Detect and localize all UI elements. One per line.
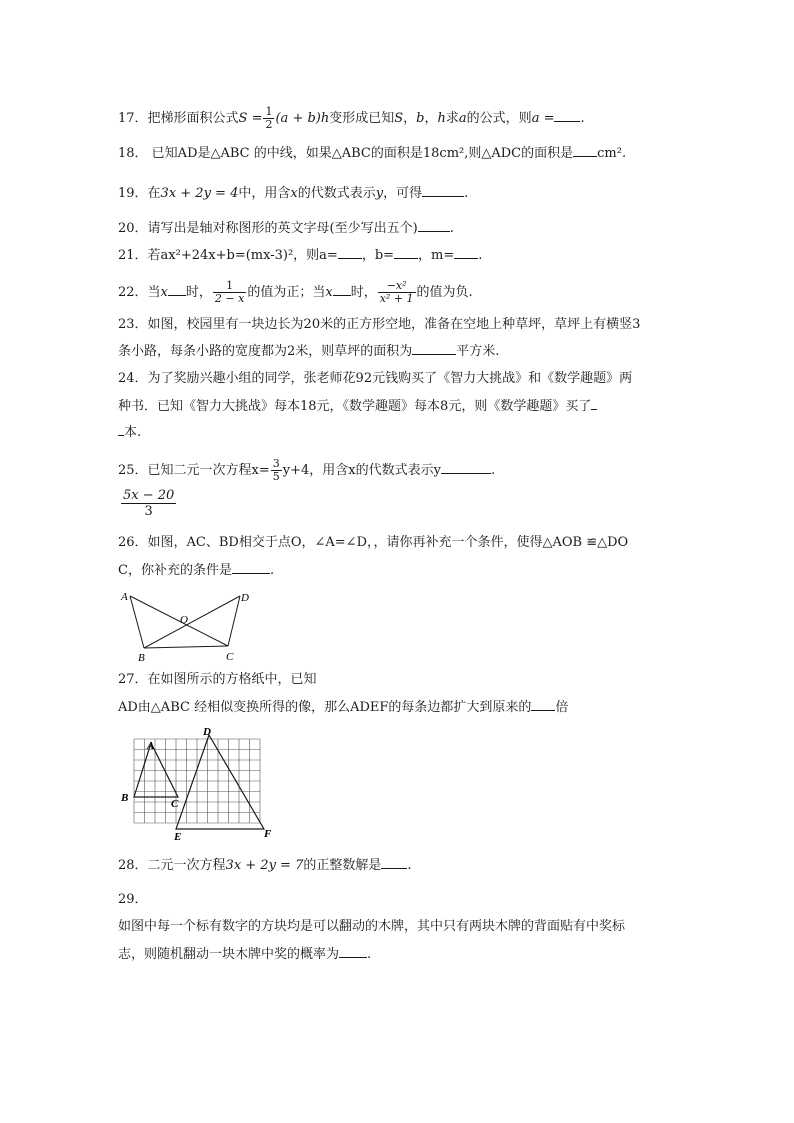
triangle-abc (134, 743, 178, 797)
question-29-number: 29． (118, 892, 148, 907)
question-29-line-1: 如图中每一个标有数字的方块均是可以翻动的木牌，其中只有两块木牌的背面贴有中奖标 (118, 919, 626, 934)
fraction-neg-x2-over-x2-plus-1: $\frac{\text{−x²}}{\text{x² + 1}}$ (379, 279, 414, 305)
answer-blank[interactable] (381, 856, 407, 869)
question-24-line-2: 种书．已知《智力大挑战》每本18元，《数学趣题》每本8元，则《数学趣题》买了 (118, 397, 597, 416)
fraction-three-fifths: $\frac{3}{5}$ (272, 457, 280, 483)
question-24-line-3: 本. (118, 423, 141, 442)
question-29-line-2: 志，则随机翻动一块木牌中奖的概率为 . (118, 947, 372, 962)
question-17: 17．把梯形面积公式S = $\frac{1}{2}$ (a + b)h变形成已知S，b，h求a的公式，则a = . (118, 105, 585, 131)
point-label-a: A (147, 740, 155, 752)
question-23-line-2: 条小路，每条小路的宽度都为2米，则草坪的面积为 平方米. (118, 344, 500, 359)
question-18: 18． 已知AD是△ABC 的中线，如果△ABC的面积是18cm²,则△ADC的面积是 cm². (118, 146, 627, 161)
answer-blank[interactable] (454, 246, 478, 259)
point-label-d: D (203, 726, 211, 738)
answer-blank[interactable] (531, 698, 555, 711)
answer-blank[interactable] (333, 283, 351, 296)
fraction-1-over-2-minus-x: $\frac{1}{2 - x}$ (214, 279, 245, 305)
question-25-answer (120, 488, 177, 519)
point-label-d: D (241, 592, 249, 604)
point-label-f: F (264, 828, 272, 840)
point-label-e: E (174, 831, 182, 843)
question-23-line-1: 23．如图，校园里有一块边长为20米的正方形空地，准备在空地上种草坪，草坪上有横竖3 (118, 317, 641, 332)
answer-fraction: $\frac{5x - 20}{3}$ (123, 488, 175, 519)
point-label-b: B (138, 652, 145, 664)
point-label-c: C (171, 798, 179, 810)
question-27-line-2: AD由△ABC 经相似变换所得的像，那么ADEF的每条边都扩大到原来的 倍 (118, 700, 569, 715)
question-26-line-2: C，你补充的条件是 . (118, 563, 275, 578)
segment-bd (144, 596, 240, 648)
question-25: 25．已知二元一次方程x= $\frac{3}{5}$ y+4，用含x的代数式表示y . (118, 457, 496, 483)
answer-blank[interactable] (418, 219, 450, 232)
question-21: 21．若ax²+24x+b=(mx-3)²，则a= ，b= ，m= . (118, 248, 483, 263)
segment-ab (130, 596, 144, 648)
triangle-def (176, 735, 264, 829)
point-label-a: A (121, 591, 128, 603)
answer-blank[interactable] (168, 283, 186, 296)
point-label-o: O (180, 614, 188, 626)
answer-blank[interactable] (422, 184, 464, 197)
point-label-c: C (226, 651, 234, 663)
figure-grid-similar-triangles (118, 725, 284, 843)
answer-blank[interactable] (232, 561, 270, 574)
answer-blank[interactable] (441, 461, 491, 474)
answer-blank[interactable] (412, 342, 456, 355)
answer-blank[interactable] (339, 945, 367, 958)
answer-blank[interactable] (573, 144, 597, 157)
answer-blank[interactable] (394, 246, 418, 259)
segment-dc (228, 596, 240, 646)
question-28: 28．二元一次方程3x + 2y = 7的正整数解是 . (118, 858, 412, 873)
point-label-b: B (121, 792, 129, 804)
question-22: 22．当x 时， $\frac{1}{2 - x}$ 的值为正；当x 时， $\frac{\text{−x²}}{\text{x² + 1}}$ 的值为负. (118, 279, 473, 305)
question-24-line-1: 24．为了奖励兴趣小组的同学，张老师花92元钱购买了《智力大挑战》和《数学趣题》两 (118, 371, 633, 386)
segment-bc (144, 646, 228, 648)
answer-blank[interactable] (591, 397, 597, 410)
segment-ac (130, 596, 228, 646)
figure-intersecting-triangles (118, 588, 258, 668)
answer-blank[interactable] (338, 246, 362, 259)
answer-blank[interactable] (554, 109, 580, 122)
question-19: 19．在3x + 2y = 4中，用含x的代数式表示y，可得 . (118, 186, 469, 201)
question-26-line-1: 26．如图，AC、BD相交于点O，∠A=∠D，，请你再补充一个条件，使得△AOB ≌△DO (118, 535, 629, 550)
question-27-line-1: 27．在如图所示的方格纸中，已知 (118, 672, 317, 687)
question-20: 20．请写出是轴对称图形的英文字母(至少写出五个) . (118, 221, 454, 236)
fraction-one-half: $\frac{1}{2}$ (265, 105, 273, 131)
